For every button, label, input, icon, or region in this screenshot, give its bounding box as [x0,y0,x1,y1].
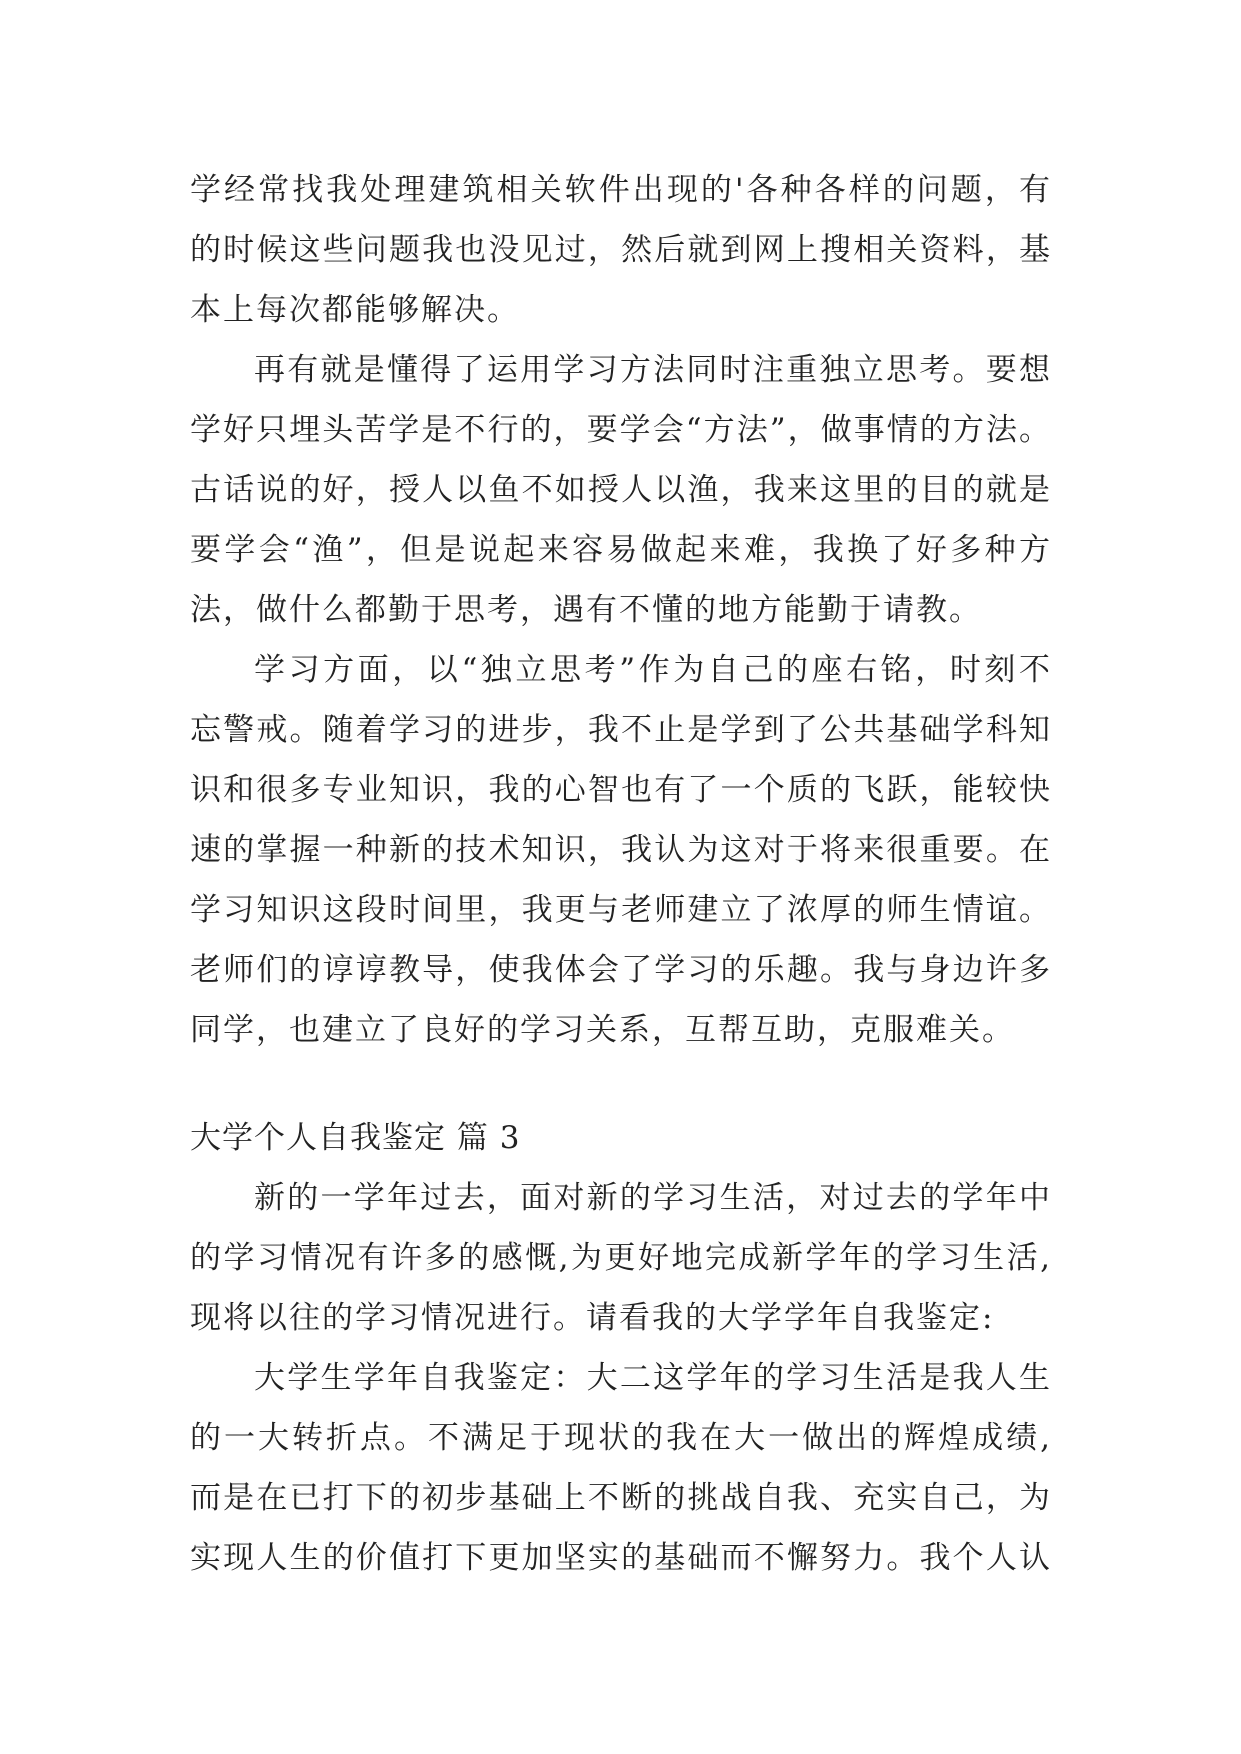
text-line: 的时候这些问题我也没见过，然后就到网上搜相关资料，基 [190,232,1052,268]
text-line: 学好只埋头苦学是不行的，要学会“方法”，做事情的方法。 [190,412,1052,448]
document-body [190,160,1052,1588]
text-line: 的一大转折点。不满足于现状的我在大一做出的辉煌成绩, [190,1420,1052,1456]
text-line: 忘警戒。随着学习的进步，我不止是学到了公共基础学科知 [190,712,1052,748]
text-line: 同学，也建立了良好的学习关系，互帮互助，克服难关。 [190,1012,1015,1048]
text-line: 古话说的好，授人以鱼不如授人以渔，我来这里的目的就是 [190,472,1052,508]
text-line: 现将以往的学习情况进行。请看我的大学学年自我鉴定: [190,1300,995,1336]
paragraph-3 [190,640,1052,1060]
text-line: 学经常找我处理建筑相关软件出现的'各种各样的问题，有 [190,172,1052,208]
text-line: 本上每次都能够解决。 [190,292,520,328]
section-paragraph-2 [190,1348,1052,1588]
text-line: 大学生学年自我鉴定：大二这学年的学习生活是我人生 [254,1360,1052,1396]
text-line: 要学会“渔”，但是说起来容易做起来难，我换了好多种方 [190,532,1052,568]
text-line: 学习知识这段时间里，我更与老师建立了浓厚的师生情谊。 [190,892,1052,928]
text-line: 学习方面，以“独立思考”作为自己的座右铭，时刻不 [254,652,1052,688]
text-line: 而是在已打下的初步基础上不断的挑战自我、充实自己，为 [190,1480,1052,1516]
text-line: 法，做什么都勤于思考，遇有不懂的地方能勤于请教。 [190,592,982,628]
section-heading: 大学个人自我鉴定 篇 3 [190,1120,521,1156]
paragraph-1 [190,160,1052,340]
text-line: 实现人生的价值打下更加坚实的基础而不懈努力。我个人认 [190,1540,1052,1576]
text-line: 老师们的谆谆教导，使我体会了学习的乐趣。我与身边许多 [190,952,1052,988]
text-line: 的学习情况有许多的感慨,为更好地完成新学年的学习生活, [190,1240,1052,1276]
paragraph-2 [190,340,1052,640]
text-line: 新的一学年过去，面对新的学习生活，对过去的学年中 [254,1180,1052,1216]
text-line: 速的掌握一种新的技术知识，我认为这对于将来很重要。在 [190,832,1052,868]
text-line: 再有就是懂得了运用学习方法同时注重独立思考。要想 [254,352,1052,388]
text-line: 识和很多专业知识，我的心智也有了一个质的飞跃，能较快 [190,772,1052,808]
section-paragraph-1 [190,1168,1052,1348]
